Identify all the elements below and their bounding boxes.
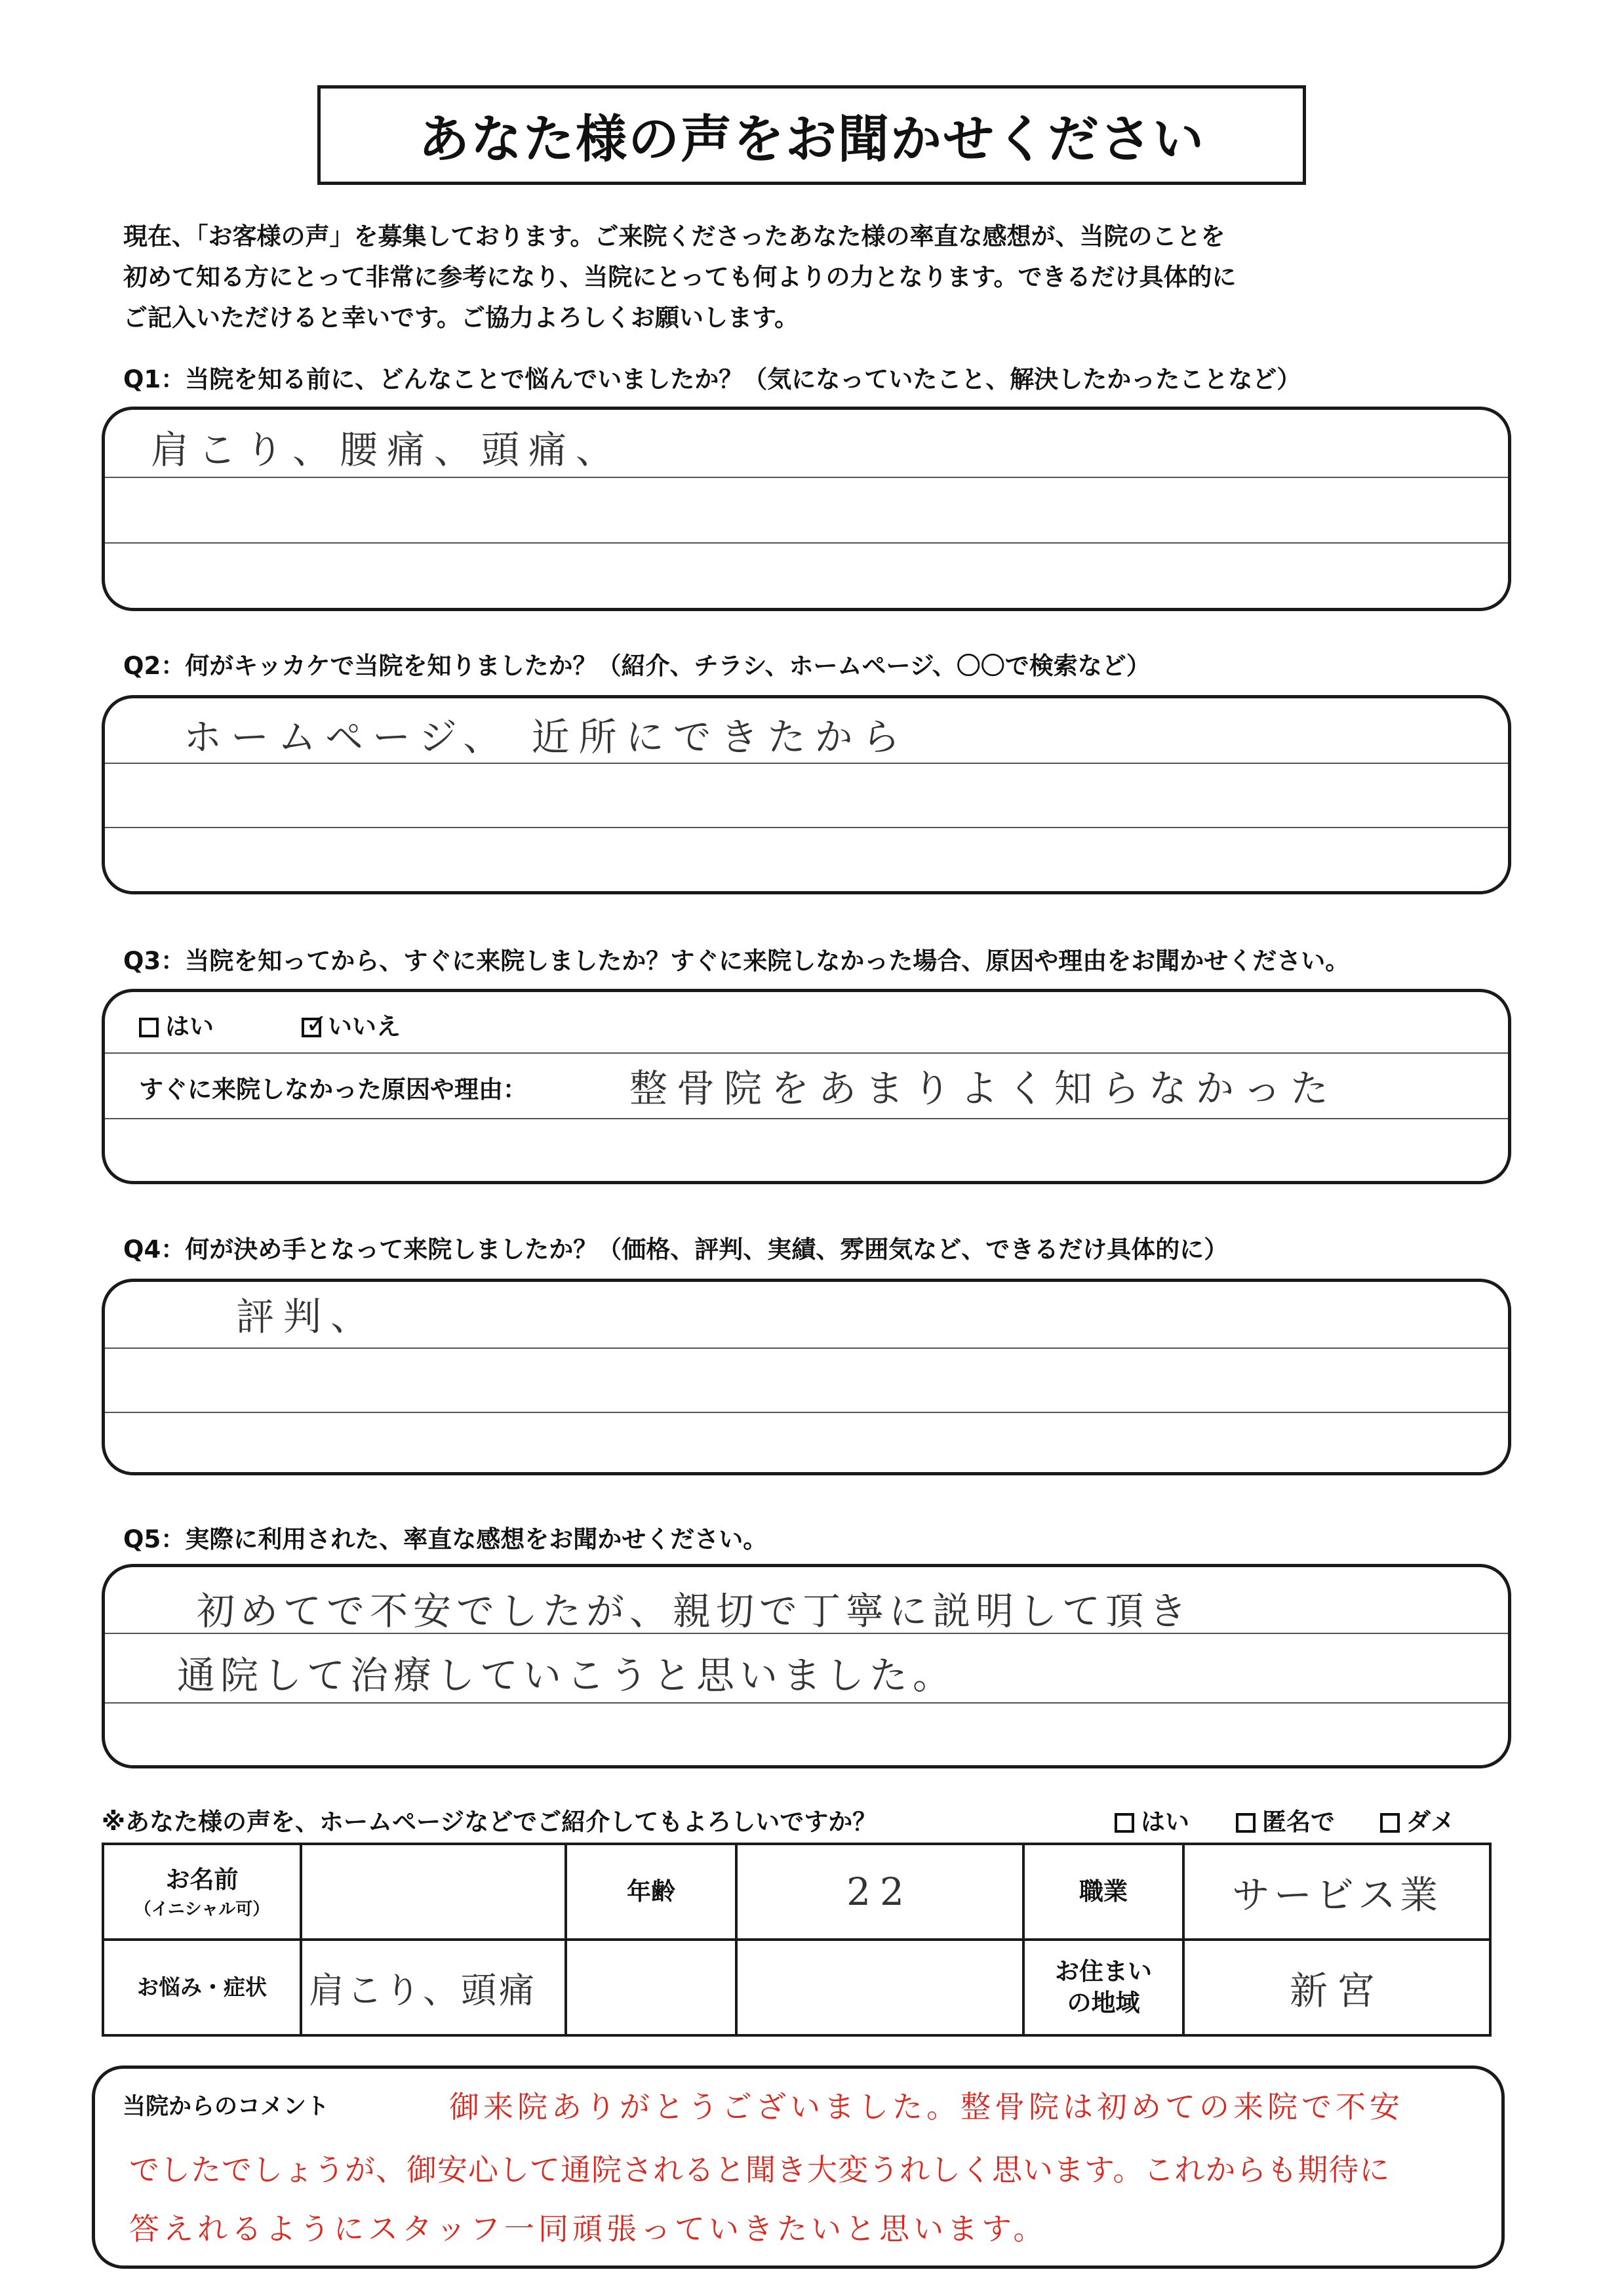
- comment-line-1: 御来院ありがとうございました。整骨院は初めての来院で不安: [449, 2089, 1404, 2125]
- consent-option-label: はい: [1141, 1808, 1189, 1836]
- q3-no-label: いいえ: [328, 1012, 401, 1041]
- q3-no-option[interactable]: [302, 1007, 401, 1042]
- q3-yes-option[interactable]: [139, 1007, 214, 1042]
- consent-option-yes[interactable]: [1115, 1802, 1189, 1837]
- name-label-cell: [103, 1844, 301, 1940]
- q2-answer-box[interactable]: [102, 695, 1511, 894]
- q3-question: Q3：当院を知ってから、すぐに来院しましたか？すぐに来院しなかった場合、原因や理由をお聞かせください。: [123, 947, 1350, 975]
- consent-option-label: 匿名で: [1262, 1808, 1335, 1836]
- job-value: サービス業: [1231, 1873, 1442, 1917]
- comment-label: 当院からのコメント: [123, 2094, 330, 2120]
- name-sub-label: （イニシャル可）: [134, 1899, 270, 1919]
- intro-line: ご記入いただけると幸いです。ご協力よろしくお願いします。: [123, 304, 799, 332]
- age-label-cell: [566, 1844, 736, 1940]
- info-table: [102, 1843, 1492, 2037]
- job-value-cell[interactable]: [1183, 1844, 1490, 1940]
- q3-yes-label: はい: [165, 1012, 214, 1041]
- checkbox-icon: [1380, 1813, 1400, 1833]
- intro-text: [123, 216, 1520, 338]
- area-value: 新宮: [1289, 1968, 1384, 2013]
- intro-line: 初めて知る方にとって非常に参考になり、当院にとっても何よりの力となります。できるだけ具体的に: [123, 263, 1237, 291]
- consent-question: ※あなた様の声を、ホームページなどでご紹介してもよろしいですか？: [102, 1808, 877, 1836]
- intro-line: 現在、「お客様の声」を募集しております。ご来院くださったあなた様の率直な感想が、当院のことを: [123, 222, 1225, 250]
- symptom-label-cell: [103, 1940, 301, 2035]
- age-value: 22: [846, 1869, 913, 1914]
- q5-answer-line-1: 初めてで不安でしたが、親切で丁寧に説明して頂き: [197, 1589, 1193, 1633]
- q5-answer-line-2: 通院して治療していこうと思いました。: [177, 1653, 957, 1698]
- symptom-value: 肩こり、頭痛: [309, 1969, 537, 2011]
- consent-option-anonymous[interactable]: [1236, 1802, 1335, 1837]
- comment-box: [92, 2066, 1505, 2269]
- age-label: 年齢: [627, 1877, 675, 1906]
- age-value-cell[interactable]: [736, 1844, 1023, 1940]
- area-label-cell: [1023, 1940, 1183, 2035]
- name-value-cell[interactable]: [301, 1844, 566, 1940]
- q5-question: Q5：実際に利用された、率直な感想をお聞かせください。: [123, 1525, 768, 1553]
- checkbox-checked-icon: ✓: [302, 1018, 321, 1037]
- q4-answer: 評判、: [236, 1294, 378, 1339]
- checkbox-icon: [1236, 1813, 1256, 1833]
- q2-answer: ホームページ、 近所にできたから: [184, 715, 909, 759]
- q4-answer-box[interactable]: [102, 1279, 1511, 1475]
- area-value-cell[interactable]: [1183, 1940, 1490, 2035]
- area-label-1: お住まい: [1055, 1957, 1152, 1986]
- checkbox-icon: [1115, 1813, 1134, 1833]
- q3-answer: 整骨院をあまりよく知らなかった: [629, 1066, 1338, 1111]
- symptom-label: お悩み・症状: [137, 1974, 267, 2000]
- q2-question: Q2：何がキッカケで当院を知りましたか？（紹介、チラシ、ホームページ、〇〇で検索など）: [123, 652, 1151, 680]
- consent-option-label: ダメ: [1406, 1808, 1455, 1836]
- q3-answer-box[interactable]: [102, 989, 1511, 1184]
- empty-cell: [736, 1940, 1023, 2035]
- q5-answer-box[interactable]: [102, 1564, 1511, 1768]
- q1-answer-box[interactable]: [102, 407, 1511, 611]
- q4-question: Q4：何が決め手となって来院しましたか？（価格、評判、実績、雰囲気など、できるだけ具体的に）: [123, 1235, 1229, 1264]
- symptom-value-cell[interactable]: [301, 1940, 566, 2035]
- job-label: 職業: [1079, 1877, 1128, 1906]
- name-label: お名前: [165, 1865, 239, 1894]
- q1-question: Q1：当院を知る前に、どんなことで悩んでいましたか？（気になっていたこと、解決したかったことなど）: [123, 365, 1301, 393]
- comment-line-2: でしたでしょうが、御安心して通院されると聞き大変うれしく思います。これからも期待に: [129, 2152, 1391, 2187]
- q3-reason-label: すぐに来院しなかった原因や理由：: [139, 1075, 527, 1104]
- job-label-cell: [1023, 1844, 1183, 1940]
- comment-line-3: 答えれるようにスタッフ一同頑張っていきたいと思います。: [129, 2211, 1048, 2246]
- page-title: あなた様の声をお聞かせください: [317, 85, 1306, 185]
- empty-cell: [566, 1940, 736, 2035]
- checkbox-icon: [139, 1018, 159, 1037]
- q1-answer: 肩こり、腰痛、頭痛、: [151, 428, 624, 472]
- consent-option-no[interactable]: [1380, 1802, 1455, 1837]
- area-label-2: の地域: [1067, 1989, 1140, 2017]
